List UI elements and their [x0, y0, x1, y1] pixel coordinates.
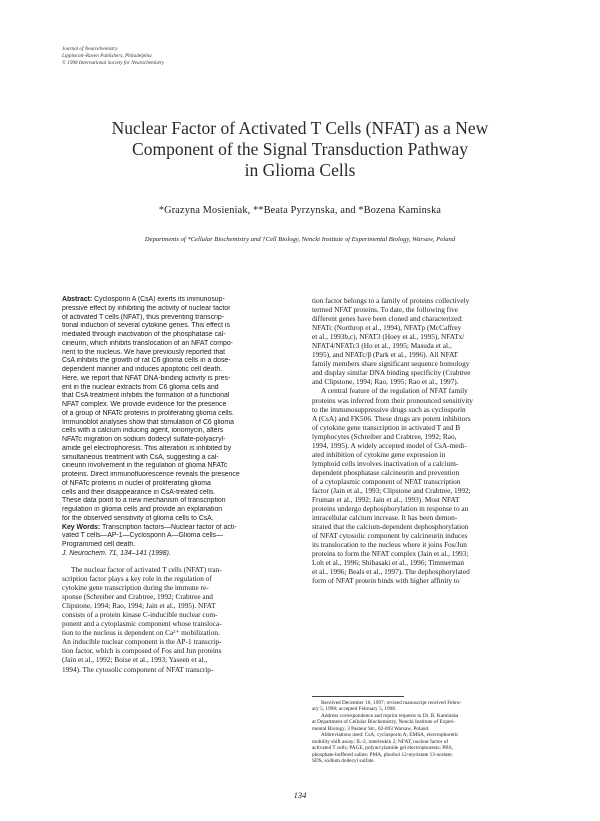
footnote-line: activated T cells; PAGE, polyacrylamide gel electrophoresis; PBS,	[312, 745, 453, 752]
text-line: scription factor plays a key role in the regulation of	[62, 574, 212, 584]
text-line: of NFAT cytosolic component by calcineurin induces	[312, 531, 468, 541]
text-line: cells and their disappearance in CsA-treated cells.	[62, 488, 216, 496]
text-line: proteins. Direct immunofluorescence reveals the presence	[62, 471, 240, 478]
footnote-line: ary 5, 1998; accepted February 5, 1998.	[312, 706, 397, 713]
text-line: factor (Jain et al., 1993; Clipstone and Crabtree, 1992;	[312, 485, 471, 495]
abstract-line	[62, 296, 289, 305]
text-line: for the observed sensitivity of glioma cells to CsA.	[62, 514, 214, 522]
text-line: ent in the nuclear extracts from C6 glioma cells and	[62, 383, 219, 391]
text-line: NFAT4/NFATc3 (Ho et al., 1995; Masuda et al.,	[312, 341, 452, 351]
footnote-line: mobility shift assay; IL-2, interleukin 2; NFAT, nuclear factor of	[312, 738, 449, 745]
text-line: of cytokine gene transcription in activated T and B	[312, 422, 461, 432]
text-line: form of NFAT protein binds with higher affinity to	[312, 576, 460, 586]
masthead-line: Lippincott–Raven Publishers, Philadelphia	[62, 53, 152, 59]
keywords-text: Transcription factors—Nuclear factor of acti-	[101, 523, 237, 531]
text-line: nent to the nucleus. We have previously reported that	[62, 348, 226, 356]
text-line: 1995), and NFATc/β (Park et al., 1996). All NFAT	[312, 350, 459, 360]
text-line: amide gel electrophoresis. This alteration is inhibited by	[62, 444, 232, 452]
text-line: family members share significant sequence homology	[312, 359, 470, 369]
text-line: (Jain et al., 1992; Boise et al., 1993; Yaseen et al.,	[62, 655, 208, 665]
text-line: ated inhibition of cytokine gene expression in	[312, 449, 446, 459]
text-line: Loh et al., 1996; Shibasaki et al., 1996; Timmerman	[312, 558, 465, 568]
footnote-line: Address correspondence and reprint requests to Dr. B. Kaminska	[321, 712, 459, 719]
affiliation: Departments of *Cellular Biochemistry and †Cell Biology, Nencki Institute of Experimental Biology, Warsaw, Poland	[144, 236, 456, 243]
text-line: NFATc migration on sodium dodecyl sulfate-polyacryl-	[62, 436, 226, 443]
keywords-line	[62, 524, 289, 533]
text-line: Clipstone, 1994; Rao, 1994; Jain et al., 1995). NFAT	[62, 601, 216, 611]
footnote-rule	[312, 696, 404, 697]
text-line: tion to the nucleus is dependent on Ca²⁺ mobilization.	[62, 628, 220, 638]
footnotes	[312, 700, 542, 765]
footnote-line: Received December 16, 1997; revised manuscript received Febru-	[321, 700, 462, 706]
text-line: tion factor belongs to a family of proteins collectively	[312, 296, 470, 305]
text-line: Fruman et al., 1992; Jain et al., 1993). Most NFAT	[312, 495, 460, 505]
text-line: Immunoblot analyses show that stimulation of C6 glioma	[62, 418, 234, 426]
footnote-line: SDS, sodium dodecyl sulfate.	[312, 758, 375, 765]
text-line: These data point to a new mechanism of transcription	[62, 497, 226, 505]
text-line: cineurin, which inhibits translocation of an NFAT compo-	[62, 339, 233, 347]
text-line: An inducible nuclear component is the AP-1 transcrip-	[62, 637, 222, 647]
title-line: Component of the Signal Transduction Pathway	[132, 139, 468, 159]
author-list: *Grazyna Mosieniak, **Beata Pyrzynska, and *Bozena Kaminska	[158, 205, 442, 216]
text-line: 1994). The cytosolic component of NFAT transcrip-	[62, 664, 214, 674]
text-line: et al., 1996; Beals et al., 1997). The dephosphorylated	[312, 567, 470, 577]
text-line: intracellular calcium increase. It has been demon-	[312, 513, 458, 523]
text-line: to the immunosuppressive drugs such as cyclosporin	[312, 404, 466, 414]
text-line: A central feature of the regulation of NFAT family	[321, 386, 468, 396]
keywords-label: Key Words:	[62, 523, 101, 531]
text-line: cells with a calcium inducing agent, ionomycin, alters	[62, 427, 224, 435]
footnote-line: mental Biology, 3 Pasteur Str., 02-093 Warsaw, Poland.	[312, 725, 430, 732]
text-line: Programmed cell death.	[62, 541, 136, 548]
text-line: sponse (Schreiber and Crabtree, 1992; Crabtree and	[62, 592, 213, 602]
page-number: 134	[293, 790, 307, 800]
text-line: pressive effect by inhibiting the activity of nuclear factor	[62, 304, 231, 312]
text-line: proteins undergo dephosphorylation in response to an	[312, 504, 469, 514]
text-line: dependent manner and induces apoptotic cell death.	[62, 366, 223, 373]
masthead-line: © 1998 International Society for Neurochemistry	[62, 60, 165, 66]
abstract-block	[62, 296, 289, 559]
text-line: proteins was inferred from their pronounced sensitivity	[312, 395, 473, 405]
text-line: of a group of NFATc proteins in proliferating glioma cells.	[62, 409, 234, 417]
footnote-line: Abbreviations used: CsA, cyclosporin A; EMSA, electrophoretic	[321, 732, 459, 739]
text-line: Here, we report that NFAT DNA-binding activity is pres-	[62, 374, 231, 382]
text-line: cytokine gene transcription during the immune re-	[62, 583, 209, 593]
text-line: strated that the calcium-dependent dephosphorylation	[312, 522, 469, 532]
text-line: of NFATc proteins in nuclei of proliferating glioma	[62, 479, 211, 487]
text-line: lymphoid cells involves inactivation of a calcium-	[312, 458, 459, 468]
text-line: The nuclear factor of activated T cells (NFAT) tran-	[71, 565, 222, 574]
title-line: in Glioma Cells	[244, 160, 356, 180]
text-line: NFATc (Northrop et al., 1994), NFATp (McCaffrey	[312, 323, 462, 333]
masthead-line: Journal of Neurochemistry	[62, 46, 118, 52]
abstract-text: Cyclosporin A (CsA) exerts its immunosup-	[94, 296, 225, 303]
text-line: ponent and a cytoplasmic component whose transloca-	[62, 619, 222, 629]
text-line: A (CsA) and FK506. These drugs are potent inhibitors	[312, 413, 471, 423]
footnote-line: at Department of Cellular Biochemistry, Nencki Institute of Experi-	[312, 719, 456, 726]
text-line: mediated through inactivation of the phosphatase cal-	[62, 331, 226, 338]
text-line: 1994, 1995). A widely accepted model of CsA-medi-	[312, 440, 467, 450]
citation: J. Neurochem. 71, 134–141 (1998).	[62, 549, 171, 557]
text-line: dependent phosphatase calcineurin and prevention	[312, 467, 460, 477]
abstract-label: Abstract:	[62, 296, 93, 303]
text-line: lymphocytes (Schreiber and Crabtree, 1992; Rao,	[312, 431, 457, 441]
footnote-line: phosphate-buffered saline; PMA, phorbol 12-myristate 13-acetate;	[312, 751, 453, 758]
text-line: simultaneous treatment with CsA, suggesting a cal-	[62, 453, 219, 461]
body-column-right	[312, 296, 542, 586]
text-line: NFAT complex. We provide evidence for the presence	[62, 401, 227, 408]
journal-masthead	[62, 46, 164, 67]
title-line: Nuclear Factor of Activated T Cells (NFAT) as a New	[111, 118, 489, 138]
text-line: proteins to form the NFAT complex (Jain et al., 1993;	[312, 549, 469, 559]
text-line: and display similar DNA binding specificity (Crabtree	[312, 368, 471, 378]
text-line: cineurin involvement in the regulation of glioma NFATc	[62, 462, 228, 470]
text-line: et al., 1993b,c), NFAT3 (Hoey et al., 1995), NFATx/	[312, 332, 465, 342]
text-line: its translocation to the nucleus where it joins Fos/Jun	[312, 540, 467, 550]
text-line: of a cytoplasmic component of NFAT transcription	[312, 476, 461, 486]
intro-column-left	[62, 565, 289, 674]
text-line: and Clipstone, 1994; Rao, 1995; Rao et al., 1997).	[312, 377, 459, 387]
text-line: CsA inhibits the growth of rat C6 glioma cells in a dose-	[62, 357, 231, 365]
text-line: tional induction of several cytokine genes. This effect is	[62, 322, 230, 330]
text-line: termed NFAT proteins. To date, the following five	[312, 305, 459, 315]
text-line: vated T cells—AP-1—Cyclosporin A—Glioma cells—	[62, 532, 223, 540]
text-line: that CsA treatment inhibits the formation of a functional	[62, 392, 230, 400]
text-line: regulation in glioma cells and provide an explanation	[62, 506, 223, 513]
text-line: tion factor, which is composed of Fos and Jun proteins	[62, 646, 222, 656]
text-line: different genes have been cloned and characterized:	[312, 314, 463, 324]
article-title	[60, 118, 540, 181]
text-line: consists of a protein kinase C-inducible nuclear com-	[62, 610, 218, 620]
text-line: of activated T cells (NFAT), thus preventing transcrip-	[62, 313, 224, 321]
